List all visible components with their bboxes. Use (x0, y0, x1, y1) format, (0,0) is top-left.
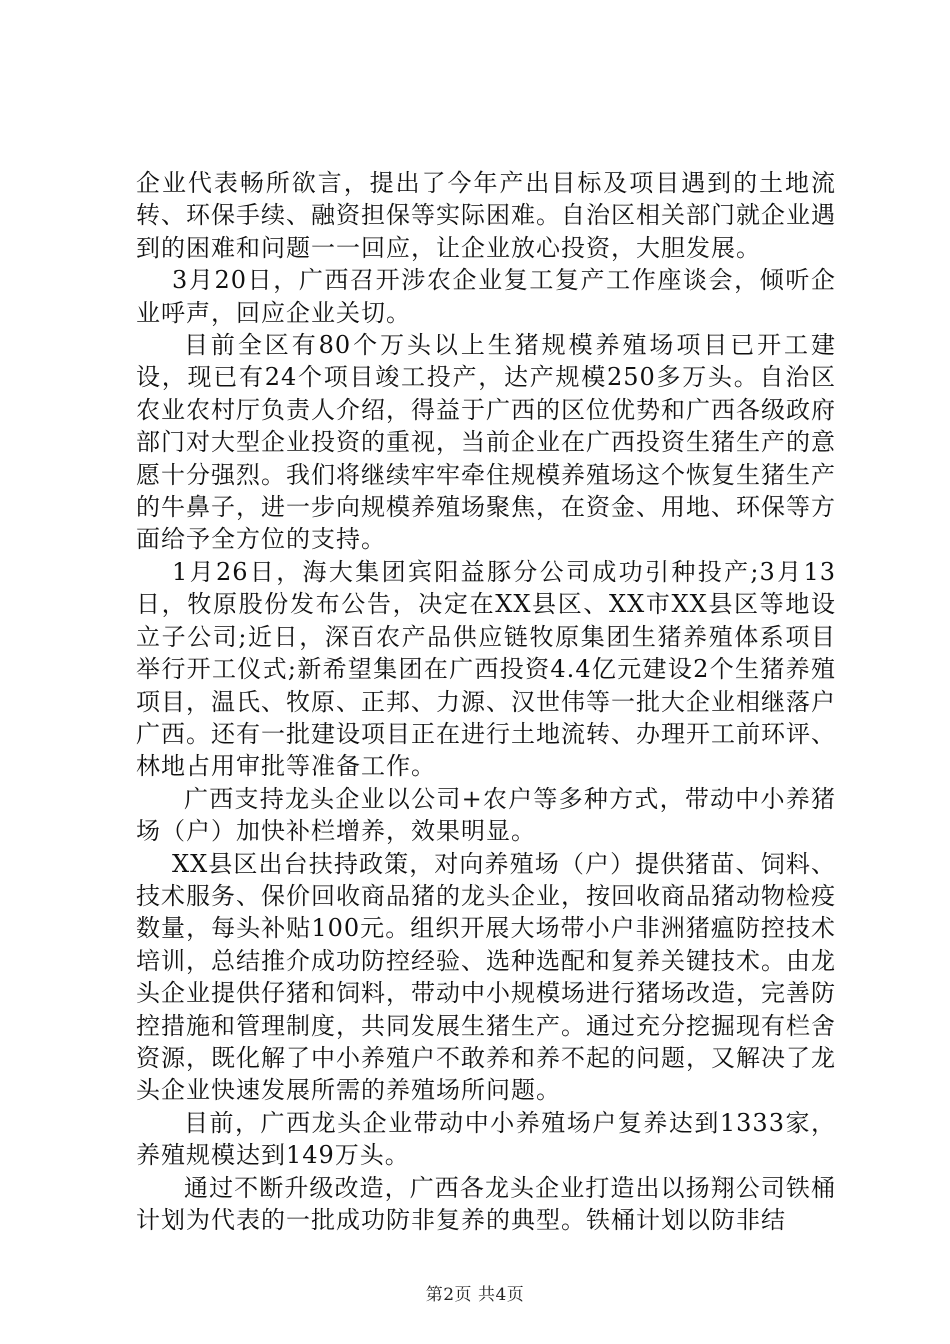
paragraph-6: XX县区出台扶持政策，对向养殖场（户）提供猪苗、饲料、技术服务、保价回收商品猪的龙头企业，按回收商品猪动物检疫数量，每头补贴100元。组织开展大场带小户非洲猪瘟防控技术培训，总结推介成功防控经验、选种选配和复养关键技术。由龙头企业提供仔猪和饲料，带动中小规模场进行猪场改造，完善防控措施和管理制度，共同发展生猪生产。通过充分挖掘现有栏舍资源，既化解了中小养殖户不敢养和养不起的问题，又解决了龙头企业快速发展所需的养殖场所问题。 (136, 849, 836, 1105)
paragraph-8: 通过不断升级改造，广西各龙头企业打造出以扬翔公司铁桶计划为代表的一批成功防非复养的典型。铁桶计划以防非结 (136, 1173, 836, 1234)
paragraph-3: 目前全区有80个万头以上生猪规模养殖场项目已开工建设，现已有24个项目竣工投产，达产规模250多万头。自治区农业农村厅负责人介绍，得益于广西的区位优势和广西各级政府部门对大型企业投资的重视，当前企业在广西投资生猪生产的意愿十分强烈。我们将继续牢牢牵住规模养殖场这个恢复生猪生产的牛鼻子，进一步向规模养殖场聚焦，在资金、用地、环保等方面给予全方位的支持。 (136, 331, 836, 554)
paragraph-7: 目前，广西龙头企业带动中小养殖场户复养达到1333家，养殖规模达到149万头。 (136, 1108, 836, 1170)
page-footer: 第2页 共4页 (425, 1285, 525, 1305)
paragraph-1: 企业代表畅所欲言，提出了今年产出目标及项目遇到的土地流转、环保手续、融资担保等实际困难。自治区相关部门就企业遇到的困难和问题一一回应，让企业放心投资，大胆发展。 (136, 169, 836, 262)
paragraph-5: 广西支持龙头企业以公司+农户等多种方式，带动中小养猪场（户）加快补栏增养，效果明显。 (136, 784, 836, 846)
document-body (136, 167, 836, 1236)
paragraph-4: 1月26日，海大集团宾阳益豚分公司成功引种投产;3月13日，牧原股份发布公告，决定在XX县区、XX市XX县区等地设立子公司;近日，深百农产品供应链牧原集团生猪养殖体系项目举行开工仪式;新希望集团在广西投资4.4亿元建设2个生猪养殖项目，温氏、牧原、正邦、力源、汉世伟等一批大企业相继落户广西。还有一批建设项目正在进行土地流转、办理开工前环评、林地占用审批等准备工作。 (136, 557, 836, 781)
paragraph-2: 3月20日，广西召开涉农企业复工复产工作座谈会，倾听企业呼声，回应企业关切。 (136, 266, 836, 327)
